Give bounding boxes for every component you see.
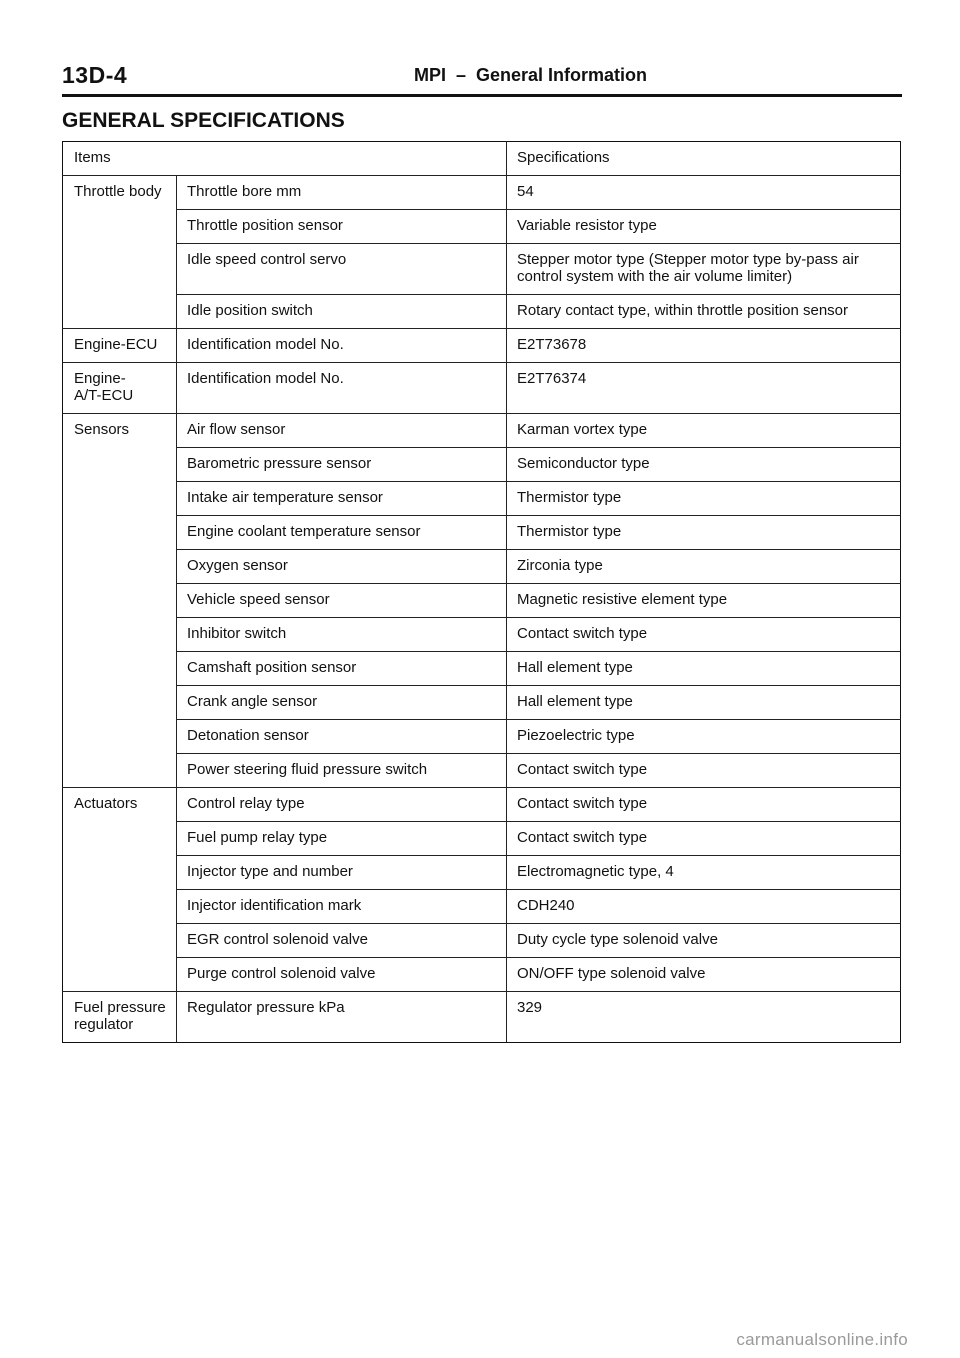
column-header-items: Items <box>63 142 507 176</box>
table-row <box>63 788 901 822</box>
category-cell: Throttle body <box>63 176 177 329</box>
specification-cell: Magnetic resistive element type <box>507 584 901 618</box>
item-cell: Purge control solenoid valve <box>177 958 507 992</box>
item-cell: Idle speed control servo <box>177 244 507 295</box>
page-header <box>62 60 902 97</box>
item-cell: Identification model No. <box>177 363 507 414</box>
item-cell: Inhibitor switch <box>177 618 507 652</box>
item-cell: Detonation sensor <box>177 720 507 754</box>
item-cell: Identification model No. <box>177 329 507 363</box>
specification-cell: Rotary contact type, within throttle position sensor <box>507 295 901 329</box>
item-cell: Vehicle speed sensor <box>177 584 507 618</box>
specification-cell: Duty cycle type solenoid valve <box>507 924 901 958</box>
item-cell: Injector identification mark <box>177 890 507 924</box>
table-row <box>63 992 901 1043</box>
table-row <box>63 550 901 584</box>
specification-cell: 329 <box>507 992 901 1043</box>
column-header-specifications: Specifications <box>507 142 901 176</box>
specifications-table <box>62 141 901 1043</box>
table-row <box>63 516 901 550</box>
category-cell: Fuel pressure regulator <box>63 992 177 1043</box>
table-row <box>63 176 901 210</box>
table-row <box>63 414 901 448</box>
table-row <box>63 618 901 652</box>
table-row <box>63 363 901 414</box>
specification-cell: Stepper motor type (Stepper motor type by-pass air control system with the air volume limiter) <box>507 244 901 295</box>
specification-cell: Variable resistor type <box>507 210 901 244</box>
item-cell: Fuel pump relay type <box>177 822 507 856</box>
item-cell: EGR control solenoid valve <box>177 924 507 958</box>
table-row <box>63 924 901 958</box>
item-cell: Control relay type <box>177 788 507 822</box>
table-row <box>63 329 901 363</box>
specification-cell: Thermistor type <box>507 482 901 516</box>
specification-cell: Semiconductor type <box>507 448 901 482</box>
specification-cell: Contact switch type <box>507 822 901 856</box>
table-header-row <box>63 142 901 176</box>
item-cell: Crank angle sensor <box>177 686 507 720</box>
item-cell: Oxygen sensor <box>177 550 507 584</box>
table-row <box>63 958 901 992</box>
running-title: MPI – General Information <box>414 65 648 85</box>
item-cell: Regulator pressure kPa <box>177 992 507 1043</box>
table-row <box>63 448 901 482</box>
item-cell: Barometric pressure sensor <box>177 448 507 482</box>
item-cell: Injector type and number <box>177 856 507 890</box>
item-cell: Engine coolant temperature sensor <box>177 516 507 550</box>
specification-cell: E2T76374 <box>507 363 901 414</box>
specification-cell: E2T73678 <box>507 329 901 363</box>
category-cell: Actuators <box>63 788 177 992</box>
category-cell: Engine- A/T-ECU <box>63 363 177 414</box>
table-row <box>63 856 901 890</box>
item-cell: Idle position switch <box>177 295 507 329</box>
table-row <box>63 584 901 618</box>
specification-cell: Karman vortex type <box>507 414 901 448</box>
category-cell: Engine-ECU <box>63 329 177 363</box>
item-cell: Throttle position sensor <box>177 210 507 244</box>
specification-cell: ON/OFF type solenoid valve <box>507 958 901 992</box>
specification-cell: Zirconia type <box>507 550 901 584</box>
section-title: GENERAL SPECIFICATIONS <box>62 109 345 132</box>
category-cell: Sensors <box>63 414 177 788</box>
table-row <box>63 890 901 924</box>
page-number: 13D-4 <box>62 62 128 88</box>
specification-cell: Contact switch type <box>507 754 901 788</box>
table-row <box>63 295 901 329</box>
item-cell: Camshaft position sensor <box>177 652 507 686</box>
item-cell: Air flow sensor <box>177 414 507 448</box>
table-row <box>63 822 901 856</box>
specification-cell: Contact switch type <box>507 618 901 652</box>
table-row <box>63 686 901 720</box>
watermark: carmanualsonline.info <box>736 1330 908 1349</box>
table-row <box>63 652 901 686</box>
item-cell: Power steering fluid pressure switch <box>177 754 507 788</box>
specification-cell: 54 <box>507 176 901 210</box>
table-row <box>63 210 901 244</box>
table-row <box>63 754 901 788</box>
table-row <box>63 244 901 295</box>
item-cell: Throttle bore mm <box>177 176 507 210</box>
table-row <box>63 482 901 516</box>
specification-cell: Electromagnetic type, 4 <box>507 856 901 890</box>
specification-cell: Piezoelectric type <box>507 720 901 754</box>
specification-cell: Hall element type <box>507 652 901 686</box>
item-cell: Intake air temperature sensor <box>177 482 507 516</box>
table-row <box>63 720 901 754</box>
specification-cell: CDH240 <box>507 890 901 924</box>
specification-cell: Contact switch type <box>507 788 901 822</box>
specification-cell: Thermistor type <box>507 516 901 550</box>
specification-cell: Hall element type <box>507 686 901 720</box>
